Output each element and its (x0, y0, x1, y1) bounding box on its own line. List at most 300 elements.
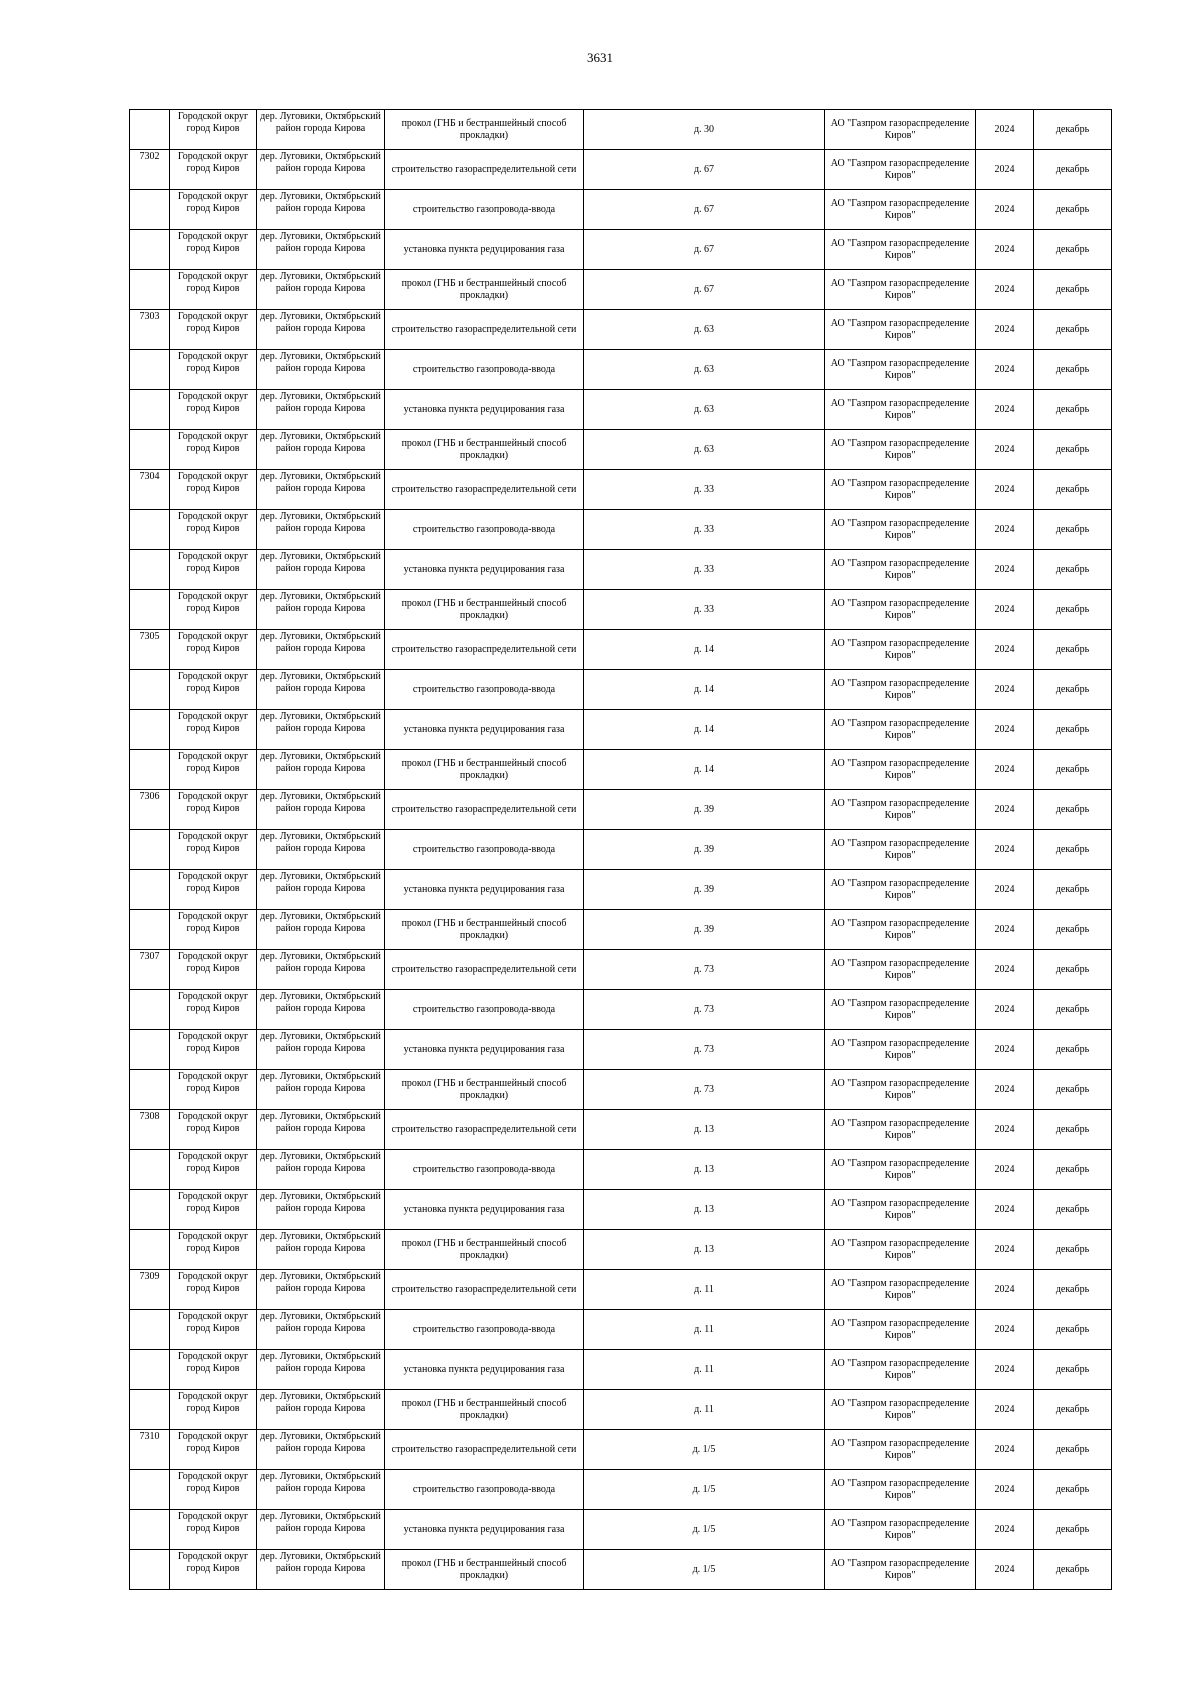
cell-house: д. 33 (584, 470, 825, 510)
cell-number (130, 910, 170, 950)
cell-number: 7309 (130, 1270, 170, 1310)
cell-locality (257, 470, 385, 510)
cell-municipality: Городской округ город Киров (170, 1190, 257, 1230)
locality-text: дер. Луговики, Октябрьский район города Кирова (260, 1471, 381, 1494)
table-row (130, 630, 1112, 670)
cell-organization: АО "Газпром газораспределение Киров" (825, 150, 976, 190)
cell-locality (257, 1270, 385, 1310)
cell-municipality: Городской округ город Киров (170, 1430, 257, 1470)
cell-house: д. 14 (584, 710, 825, 750)
table-row (130, 1510, 1112, 1550)
cell-work-type: установка пункта редуцирования газа (385, 550, 584, 590)
cell-work-type: строительство газопровода-ввода (385, 1470, 584, 1510)
locality-text: дер. Луговики, Октябрьский район города Кирова (260, 511, 381, 534)
cell-municipality: Городской округ город Киров (170, 1550, 257, 1590)
cell-organization: АО "Газпром газораспределение Киров" (825, 1270, 976, 1310)
cell-organization: АО "Газпром газораспределение Киров" (825, 470, 976, 510)
cell-year: 2024 (976, 230, 1034, 270)
cell-year: 2024 (976, 1430, 1034, 1470)
locality-text: дер. Луговики, Октябрьский район города Кирова (260, 671, 381, 694)
cell-month: декабрь (1034, 150, 1112, 190)
cell-year: 2024 (976, 390, 1034, 430)
cell-house: д. 39 (584, 830, 825, 870)
cell-house: д. 13 (584, 1230, 825, 1270)
cell-house: д. 67 (584, 230, 825, 270)
table-row (130, 1190, 1112, 1230)
table-row (130, 1550, 1112, 1590)
cell-work-type: установка пункта редуцирования газа (385, 1030, 584, 1070)
cell-organization: АО "Газпром газораспределение Киров" (825, 590, 976, 630)
cell-work-type: прокол (ГНБ и бестраншейный способ прокладки) (385, 1550, 584, 1590)
cell-municipality: Городской округ город Киров (170, 1310, 257, 1350)
cell-organization: АО "Газпром газораспределение Киров" (825, 1230, 976, 1270)
cell-month: декабрь (1034, 630, 1112, 670)
cell-locality (257, 1470, 385, 1510)
cell-house: д. 14 (584, 630, 825, 670)
cell-work-type: строительство газопровода-ввода (385, 190, 584, 230)
cell-locality (257, 630, 385, 670)
cell-organization: АО "Газпром газораспределение Киров" (825, 830, 976, 870)
cell-number (130, 390, 170, 430)
cell-work-type: строительство газопровода-ввода (385, 510, 584, 550)
cell-work-type: строительство газораспределительной сети (385, 150, 584, 190)
cell-locality (257, 710, 385, 750)
locality-text: дер. Луговики, Октябрьский район города Кирова (260, 471, 381, 494)
cell-year: 2024 (976, 830, 1034, 870)
cell-house: д. 1/5 (584, 1470, 825, 1510)
locality-text: дер. Луговики, Октябрьский район города Кирова (260, 1191, 381, 1214)
table-row (130, 1350, 1112, 1390)
cell-year: 2024 (976, 750, 1034, 790)
cell-work-type: строительство газораспределительной сети (385, 1430, 584, 1470)
cell-work-type: строительство газораспределительной сети (385, 1270, 584, 1310)
locality-text: дер. Луговики, Октябрьский район города Кирова (260, 1351, 381, 1374)
cell-year: 2024 (976, 790, 1034, 830)
cell-house: д. 67 (584, 190, 825, 230)
cell-month: декабрь (1034, 470, 1112, 510)
cell-locality (257, 1390, 385, 1430)
cell-year: 2024 (976, 910, 1034, 950)
cell-locality (257, 670, 385, 710)
cell-locality (257, 310, 385, 350)
cell-number (130, 190, 170, 230)
cell-house: д. 14 (584, 670, 825, 710)
table-row (130, 230, 1112, 270)
cell-house: д. 67 (584, 150, 825, 190)
locality-text: дер. Луговики, Октябрьский район города Кирова (260, 1431, 381, 1454)
cell-work-type: прокол (ГНБ и бестраншейный способ прокладки) (385, 430, 584, 470)
cell-locality (257, 510, 385, 550)
cell-house: д. 30 (584, 110, 825, 150)
cell-house: д. 11 (584, 1390, 825, 1430)
cell-house: д. 33 (584, 550, 825, 590)
cell-work-type: строительство газопровода-ввода (385, 1310, 584, 1350)
cell-locality (257, 990, 385, 1030)
cell-number (130, 1390, 170, 1430)
cell-month: декабрь (1034, 1230, 1112, 1270)
cell-work-type: установка пункта редуцирования газа (385, 710, 584, 750)
cell-organization: АО "Газпром газораспределение Киров" (825, 1190, 976, 1230)
cell-number: 7302 (130, 150, 170, 190)
locality-text: дер. Луговики, Октябрьский район города Кирова (260, 751, 381, 774)
cell-number (130, 1190, 170, 1230)
locality-text: дер. Луговики, Октябрьский район города Кирова (260, 391, 381, 414)
cell-house: д. 73 (584, 1030, 825, 1070)
table-body (130, 110, 1112, 1590)
cell-work-type: установка пункта редуцирования газа (385, 230, 584, 270)
cell-work-type: строительство газораспределительной сети (385, 790, 584, 830)
cell-locality (257, 1150, 385, 1190)
cell-month: декабрь (1034, 1310, 1112, 1350)
cell-month: декабрь (1034, 910, 1112, 950)
cell-number (130, 670, 170, 710)
cell-number: 7308 (130, 1110, 170, 1150)
cell-organization: АО "Газпром газораспределение Киров" (825, 1070, 976, 1110)
cell-organization: АО "Газпром газораспределение Киров" (825, 550, 976, 590)
table-row (130, 390, 1112, 430)
cell-work-type: строительство газопровода-ввода (385, 830, 584, 870)
cell-organization: АО "Газпром газораспределение Киров" (825, 190, 976, 230)
table-row (130, 1150, 1112, 1190)
locality-text: дер. Луговики, Октябрьский район города Кирова (260, 831, 381, 854)
cell-month: декабрь (1034, 990, 1112, 1030)
table-row (130, 1230, 1112, 1270)
cell-house: д. 73 (584, 950, 825, 990)
cell-work-type: прокол (ГНБ и бестраншейный способ прокладки) (385, 1390, 584, 1430)
works-table (129, 109, 1112, 1590)
cell-number (130, 230, 170, 270)
cell-house: д. 63 (584, 430, 825, 470)
cell-municipality: Городской округ город Киров (170, 670, 257, 710)
cell-organization: АО "Газпром газораспределение Киров" (825, 350, 976, 390)
cell-municipality: Городской округ город Киров (170, 430, 257, 470)
cell-organization: АО "Газпром газораспределение Киров" (825, 710, 976, 750)
cell-locality (257, 230, 385, 270)
cell-municipality: Городской округ город Киров (170, 270, 257, 310)
locality-text: дер. Луговики, Октябрьский район города Кирова (260, 231, 381, 254)
locality-text: дер. Луговики, Октябрьский район города Кирова (260, 791, 381, 814)
cell-number (130, 990, 170, 1030)
cell-month: декабрь (1034, 270, 1112, 310)
cell-number: 7310 (130, 1430, 170, 1470)
cell-organization: АО "Газпром газораспределение Киров" (825, 750, 976, 790)
locality-text: дер. Луговики, Октябрьский район города Кирова (260, 1071, 381, 1094)
cell-work-type: прокол (ГНБ и бестраншейный способ прокладки) (385, 910, 584, 950)
cell-organization: АО "Газпром газораспределение Киров" (825, 390, 976, 430)
table-row (130, 1310, 1112, 1350)
cell-month: декабрь (1034, 950, 1112, 990)
cell-municipality: Городской округ город Киров (170, 830, 257, 870)
cell-municipality: Городской округ город Киров (170, 190, 257, 230)
cell-locality (257, 1310, 385, 1350)
cell-number: 7306 (130, 790, 170, 830)
locality-text: дер. Луговики, Октябрьский район города Кирова (260, 1111, 381, 1134)
cell-number (130, 750, 170, 790)
cell-year: 2024 (976, 510, 1034, 550)
cell-year: 2024 (976, 1470, 1034, 1510)
cell-month: декабрь (1034, 390, 1112, 430)
table-row (130, 1070, 1112, 1110)
cell-organization: АО "Газпром газораспределение Киров" (825, 1550, 976, 1590)
cell-municipality: Городской округ город Киров (170, 390, 257, 430)
cell-organization: АО "Газпром газораспределение Киров" (825, 1310, 976, 1350)
table-row (130, 1390, 1112, 1430)
cell-year: 2024 (976, 630, 1034, 670)
cell-locality (257, 1230, 385, 1270)
cell-house: д. 67 (584, 270, 825, 310)
cell-organization: АО "Газпром газораспределение Киров" (825, 1030, 976, 1070)
cell-year: 2024 (976, 150, 1034, 190)
table-row (130, 870, 1112, 910)
cell-municipality: Городской округ город Киров (170, 1110, 257, 1150)
cell-municipality: Городской округ город Киров (170, 750, 257, 790)
table-row (130, 710, 1112, 750)
cell-year: 2024 (976, 470, 1034, 510)
cell-municipality: Городской округ город Киров (170, 1270, 257, 1310)
locality-text: дер. Луговики, Октябрьский район города Кирова (260, 191, 381, 214)
cell-work-type: установка пункта редуцирования газа (385, 870, 584, 910)
cell-month: декабрь (1034, 830, 1112, 870)
cell-house: д. 13 (584, 1110, 825, 1150)
cell-year: 2024 (976, 350, 1034, 390)
cell-organization: АО "Газпром газораспределение Киров" (825, 990, 976, 1030)
cell-month: декабрь (1034, 1510, 1112, 1550)
cell-number (130, 1230, 170, 1270)
cell-municipality: Городской округ город Киров (170, 1030, 257, 1070)
cell-locality (257, 910, 385, 950)
cell-year: 2024 (976, 1030, 1034, 1070)
cell-municipality: Городской округ город Киров (170, 470, 257, 510)
cell-number: 7307 (130, 950, 170, 990)
cell-work-type: строительство газораспределительной сети (385, 1110, 584, 1150)
cell-locality (257, 1030, 385, 1070)
table-row (130, 990, 1112, 1030)
cell-year: 2024 (976, 1150, 1034, 1190)
table-row (130, 790, 1112, 830)
cell-municipality: Городской округ город Киров (170, 310, 257, 350)
locality-text: дер. Луговики, Октябрьский район города Кирова (260, 1271, 381, 1294)
cell-municipality: Городской округ город Киров (170, 910, 257, 950)
table-row (130, 1030, 1112, 1070)
locality-text: дер. Луговики, Октябрьский район города Кирова (260, 431, 381, 454)
cell-municipality: Городской округ город Киров (170, 1470, 257, 1510)
cell-work-type: прокол (ГНБ и бестраншейный способ прокладки) (385, 590, 584, 630)
locality-text: дер. Луговики, Октябрьский район города Кирова (260, 271, 381, 294)
cell-house: д. 1/5 (584, 1430, 825, 1470)
cell-month: декабрь (1034, 590, 1112, 630)
cell-organization: АО "Газпром газораспределение Киров" (825, 670, 976, 710)
cell-year: 2024 (976, 550, 1034, 590)
cell-municipality: Городской округ город Киров (170, 1230, 257, 1270)
locality-text: дер. Луговики, Октябрьский район города Кирова (260, 551, 381, 574)
cell-year: 2024 (976, 430, 1034, 470)
cell-work-type: прокол (ГНБ и бестраншейный способ прокладки) (385, 270, 584, 310)
table-row (130, 1430, 1112, 1470)
cell-locality (257, 950, 385, 990)
cell-number (130, 1470, 170, 1510)
locality-text: дер. Луговики, Октябрьский район города Кирова (260, 631, 381, 654)
cell-year: 2024 (976, 310, 1034, 350)
cell-year: 2024 (976, 1550, 1034, 1590)
cell-month: декабрь (1034, 1190, 1112, 1230)
cell-year: 2024 (976, 190, 1034, 230)
cell-house: д. 11 (584, 1270, 825, 1310)
locality-text: дер. Луговики, Октябрьский район города Кирова (260, 711, 381, 734)
table-row (130, 750, 1112, 790)
cell-number (130, 1550, 170, 1590)
locality-text: дер. Луговики, Октябрьский район города Кирова (260, 151, 381, 174)
cell-locality (257, 110, 385, 150)
cell-municipality: Городской округ город Киров (170, 630, 257, 670)
table-row (130, 510, 1112, 550)
cell-house: д. 39 (584, 910, 825, 950)
cell-house: д. 13 (584, 1150, 825, 1190)
cell-municipality: Городской округ город Киров (170, 1150, 257, 1190)
cell-organization: АО "Газпром газораспределение Киров" (825, 950, 976, 990)
locality-text: дер. Луговики, Октябрьский район города Кирова (260, 1551, 381, 1574)
cell-house: д. 39 (584, 790, 825, 830)
cell-municipality: Городской округ город Киров (170, 710, 257, 750)
cell-number (130, 1030, 170, 1070)
cell-house: д. 1/5 (584, 1510, 825, 1550)
cell-month: декабрь (1034, 710, 1112, 750)
cell-municipality: Городской округ город Киров (170, 590, 257, 630)
cell-number (130, 110, 170, 150)
cell-house: д. 39 (584, 870, 825, 910)
cell-month: декабрь (1034, 1470, 1112, 1510)
cell-municipality: Городской округ город Киров (170, 1510, 257, 1550)
cell-year: 2024 (976, 950, 1034, 990)
cell-organization: АО "Газпром газораспределение Киров" (825, 510, 976, 550)
cell-month: декабрь (1034, 190, 1112, 230)
cell-month: декабрь (1034, 670, 1112, 710)
cell-municipality: Городской округ город Киров (170, 150, 257, 190)
cell-month: декабрь (1034, 1150, 1112, 1190)
cell-locality (257, 150, 385, 190)
cell-month: декабрь (1034, 1350, 1112, 1390)
cell-organization: АО "Газпром газораспределение Киров" (825, 870, 976, 910)
cell-number (130, 1070, 170, 1110)
cell-municipality: Городской округ город Киров (170, 350, 257, 390)
cell-organization: АО "Газпром газораспределение Киров" (825, 790, 976, 830)
cell-locality (257, 790, 385, 830)
cell-year: 2024 (976, 1190, 1034, 1230)
cell-month: декабрь (1034, 1390, 1112, 1430)
cell-locality (257, 1110, 385, 1150)
cell-work-type: строительство газопровода-ввода (385, 350, 584, 390)
cell-year: 2024 (976, 1510, 1034, 1550)
cell-work-type: строительство газораспределительной сети (385, 310, 584, 350)
cell-number (130, 510, 170, 550)
table-row (130, 590, 1112, 630)
cell-month: декабрь (1034, 1270, 1112, 1310)
cell-organization: АО "Газпром газораспределение Киров" (825, 1390, 976, 1430)
cell-house: д. 73 (584, 1070, 825, 1110)
cell-year: 2024 (976, 670, 1034, 710)
cell-locality (257, 1190, 385, 1230)
cell-organization: АО "Газпром газораспределение Киров" (825, 1430, 976, 1470)
cell-work-type: установка пункта редуцирования газа (385, 1510, 584, 1550)
cell-year: 2024 (976, 1350, 1034, 1390)
cell-year: 2024 (976, 1310, 1034, 1350)
cell-month: декабрь (1034, 310, 1112, 350)
cell-locality (257, 830, 385, 870)
table-row (130, 470, 1112, 510)
cell-house: д. 33 (584, 590, 825, 630)
cell-month: декабрь (1034, 1550, 1112, 1590)
cell-month: декабрь (1034, 1070, 1112, 1110)
cell-number (130, 270, 170, 310)
cell-house: д. 1/5 (584, 1550, 825, 1590)
cell-organization: АО "Газпром газораспределение Киров" (825, 270, 976, 310)
cell-month: декабрь (1034, 110, 1112, 150)
cell-number (130, 710, 170, 750)
cell-locality (257, 870, 385, 910)
locality-text: дер. Луговики, Октябрьский район города Кирова (260, 871, 381, 894)
cell-work-type: прокол (ГНБ и бестраншейный способ прокладки) (385, 1070, 584, 1110)
cell-year: 2024 (976, 710, 1034, 750)
locality-text: дер. Луговики, Октябрьский район города Кирова (260, 991, 381, 1014)
cell-locality (257, 590, 385, 630)
cell-year: 2024 (976, 590, 1034, 630)
cell-number (130, 830, 170, 870)
cell-work-type: строительство газораспределительной сети (385, 630, 584, 670)
cell-work-type: прокол (ГНБ и бестраншейный способ прокладки) (385, 1230, 584, 1270)
cell-year: 2024 (976, 1110, 1034, 1150)
cell-number: 7305 (130, 630, 170, 670)
cell-municipality: Городской округ город Киров (170, 1390, 257, 1430)
cell-month: декабрь (1034, 1030, 1112, 1070)
cell-organization: АО "Газпром газораспределение Киров" (825, 1510, 976, 1550)
table-row (130, 190, 1112, 230)
cell-house: д. 63 (584, 390, 825, 430)
cell-locality (257, 1550, 385, 1590)
cell-organization: АО "Газпром газораспределение Киров" (825, 430, 976, 470)
cell-work-type: прокол (ГНБ и бестраншейный способ прокладки) (385, 750, 584, 790)
table-row (130, 430, 1112, 470)
cell-locality (257, 550, 385, 590)
table-row (130, 150, 1112, 190)
cell-municipality: Городской округ город Киров (170, 510, 257, 550)
cell-organization: АО "Газпром газораспределение Киров" (825, 1470, 976, 1510)
cell-work-type: строительство газораспределительной сети (385, 470, 584, 510)
cell-house: д. 11 (584, 1310, 825, 1350)
cell-locality (257, 430, 385, 470)
cell-locality (257, 190, 385, 230)
table-row (130, 270, 1112, 310)
cell-month: декабрь (1034, 350, 1112, 390)
cell-number (130, 1310, 170, 1350)
cell-locality (257, 270, 385, 310)
table-row (130, 350, 1112, 390)
cell-house: д. 13 (584, 1190, 825, 1230)
cell-municipality: Городской округ город Киров (170, 1070, 257, 1110)
cell-number (130, 1350, 170, 1390)
cell-number: 7303 (130, 310, 170, 350)
cell-house: д. 33 (584, 510, 825, 550)
cell-municipality: Городской округ город Киров (170, 110, 257, 150)
cell-municipality: Городской округ город Киров (170, 870, 257, 910)
locality-text: дер. Луговики, Октябрьский район города Кирова (260, 351, 381, 374)
cell-organization: АО "Газпром газораспределение Киров" (825, 1110, 976, 1150)
cell-year: 2024 (976, 1070, 1034, 1110)
cell-number: 7304 (130, 470, 170, 510)
cell-year: 2024 (976, 270, 1034, 310)
locality-text: дер. Луговики, Октябрьский район города Кирова (260, 1511, 381, 1534)
locality-text: дер. Луговики, Октябрьский район города Кирова (260, 591, 381, 614)
cell-month: декабрь (1034, 790, 1112, 830)
page-number: 3631 (587, 50, 613, 65)
